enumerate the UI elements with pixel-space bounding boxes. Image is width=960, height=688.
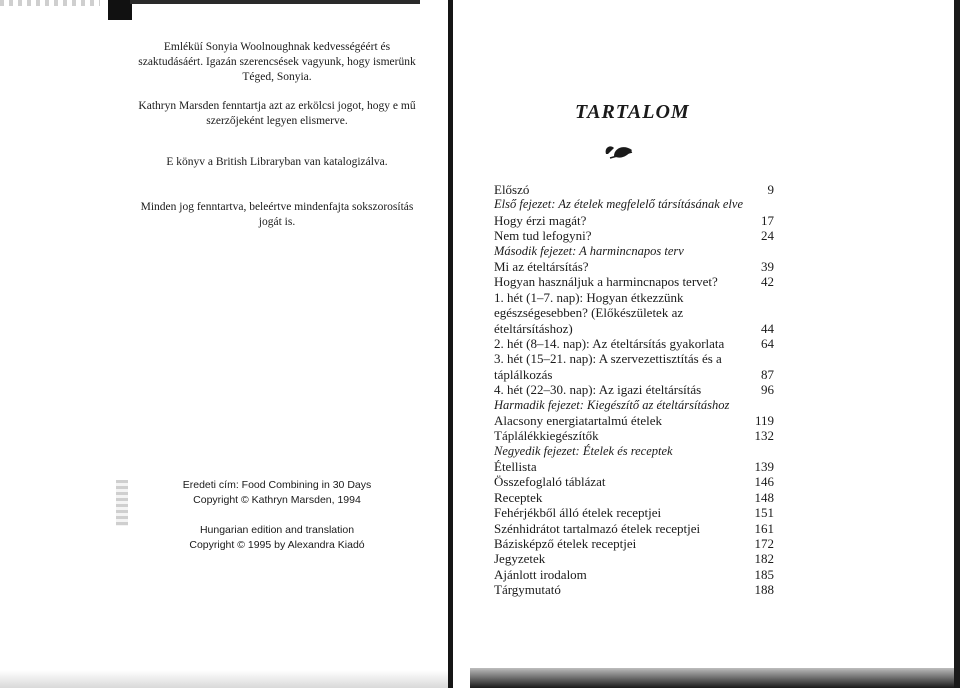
- toc-page-number: 87: [761, 366, 774, 382]
- toc-entry: [494, 259, 774, 274]
- toc-entry: [494, 428, 774, 443]
- toc-page-number: 172: [754, 536, 774, 551]
- toc-entry: [494, 551, 774, 566]
- toc-label: Tárgymutató: [494, 582, 561, 598]
- toc-page-number: 17: [761, 212, 774, 228]
- toc-label: Mi az ételtársítás?: [494, 258, 589, 274]
- toc-label: 3. hét (15–21. nap): A szervezettisztítás és a táplálkozás: [494, 351, 722, 382]
- toc-entry: [494, 336, 774, 351]
- left-page: [0, 0, 452, 688]
- toc-entry: [494, 505, 774, 520]
- toc-entry: [494, 382, 774, 397]
- toc-label: Alacsony energiatartalmú ételek: [494, 412, 662, 428]
- reserved-line: jogát is.: [258, 216, 296, 228]
- dedication-line: Emléküí Sonyia Woolnoughnak kedvességéért és: [163, 41, 391, 53]
- toc-entry: [494, 459, 774, 474]
- toc-label: Szénhidrátot tartalmazó ételek receptjei: [494, 520, 701, 536]
- reserved-notice: [112, 200, 442, 230]
- toc-label: Második fejezet: A harmincnapos terv: [494, 243, 684, 258]
- toc-page-number: 188: [754, 582, 774, 598]
- toc-page-number: 96: [761, 382, 774, 398]
- rights-line: Kathryn Marsden fenntartja azt az erkölcsi jogot, hogy e mű: [138, 100, 416, 112]
- toc-label: Összefoglaló táblázat: [494, 474, 606, 490]
- toc-label: Ajánlott irodalom: [494, 566, 587, 582]
- toc-label: 4. hét (22–30. nap): Az igazi ételtársítás: [494, 382, 702, 398]
- toc-page-number: 24: [761, 228, 774, 244]
- credit-line: Copyright © 1995 by Alexandra Kiadó: [189, 539, 365, 551]
- toc-page-number: 146: [754, 474, 774, 490]
- toc-entry: [494, 536, 774, 551]
- table-of-contents: [494, 182, 774, 598]
- toc-page-number: 119: [754, 412, 774, 428]
- toc-entry: [494, 521, 774, 536]
- credit-line: Hungarian edition and translation: [199, 524, 355, 536]
- toc-entry: [494, 582, 774, 597]
- toc-entry: [494, 182, 774, 197]
- right-page: [452, 0, 960, 688]
- dedication: [112, 40, 442, 85]
- toc-chapter-heading: [494, 398, 774, 413]
- leaf-ornament-icon: [602, 140, 638, 162]
- toc-label: Táplálékkiegészítők: [494, 428, 599, 444]
- toc-entry: [494, 413, 774, 428]
- toc-entry: [494, 274, 774, 289]
- reserved-line: Minden jog fenntartva, beleértve mindenfajta sokszorosítás: [140, 201, 414, 213]
- dedication-line: Téged, Sonyia.: [242, 71, 312, 83]
- toc-page-number: 182: [754, 551, 774, 567]
- toc-page-number: 64: [761, 335, 774, 351]
- toc-page-number: 9: [767, 181, 774, 197]
- catalogue-note: [112, 155, 442, 170]
- toc-chapter-heading: [494, 244, 774, 259]
- toc-title: TARTALOM: [575, 101, 690, 123]
- toc-label: Harmadik fejezet: Kiegészítő az ételtársításhoz: [494, 397, 730, 412]
- toc-page-number: 151: [754, 505, 774, 521]
- toc-chapter-heading: [494, 444, 774, 459]
- toc-page-number: 44: [761, 320, 774, 336]
- credit-line: [112, 508, 442, 523]
- toc-label: 2. hét (8–14. nap): Az ételtársítás gyakorlata: [494, 335, 725, 351]
- toc-entry: [494, 228, 774, 243]
- toc-label: Negyedik fejezet: Ételek és receptek: [494, 443, 673, 458]
- toc-entry: [494, 351, 774, 382]
- toc-page-number: 42: [761, 274, 774, 290]
- copyright-credits: [112, 478, 442, 553]
- toc-label: Receptek: [494, 489, 543, 505]
- toc-entry: [494, 474, 774, 489]
- toc-entry: [494, 567, 774, 582]
- toc-label: Hogyan használjuk a harmincnapos tervet?: [494, 274, 718, 290]
- credit-line: Copyright © Kathryn Marsden, 1994: [193, 494, 361, 506]
- rights-line: szerzőjeként legyen elismerve.: [206, 115, 348, 127]
- toc-label: Étellista: [494, 459, 537, 475]
- toc-page-number: 161: [754, 520, 774, 536]
- toc-page-number: 139: [754, 459, 774, 475]
- toc-entry: [494, 490, 774, 505]
- credit-line: Eredeti cím: Food Combining in 30 Days: [182, 479, 372, 491]
- toc-label: Első fejezet: Az ételek megfelelő társításának elve: [494, 197, 743, 212]
- toc-label: 1. hét (1–7. nap): Hogyan étkezzünk egészségesebben? (Előkészületek az ételtársításhoz): [494, 289, 684, 336]
- catalogue-line: E könyv a British Libraryban van katalogizálva.: [166, 156, 388, 168]
- toc-entry: [494, 213, 774, 228]
- toc-label: Jegyzetek: [494, 551, 546, 567]
- toc-page-number: 39: [761, 258, 774, 274]
- toc-page-number: 132: [754, 428, 774, 444]
- toc-label: Bázisképző ételek receptjei: [494, 536, 637, 552]
- toc-label: Fehérjékből álló ételek receptjei: [494, 505, 662, 521]
- toc-page-number: 148: [754, 489, 774, 505]
- toc-label: Hogy érzi magát?: [494, 212, 587, 228]
- toc-chapter-heading: [494, 197, 774, 212]
- dedication-line: szaktudásáért. Igazán szerencsések vagyunk, hogy ismerünk: [138, 56, 416, 68]
- rights-notice: [112, 99, 442, 129]
- toc-label: Nem tud lefogyni?: [494, 228, 592, 244]
- toc-page-number: 185: [754, 566, 774, 582]
- toc-entry: [494, 290, 774, 336]
- toc-label: Előszó: [494, 182, 530, 197]
